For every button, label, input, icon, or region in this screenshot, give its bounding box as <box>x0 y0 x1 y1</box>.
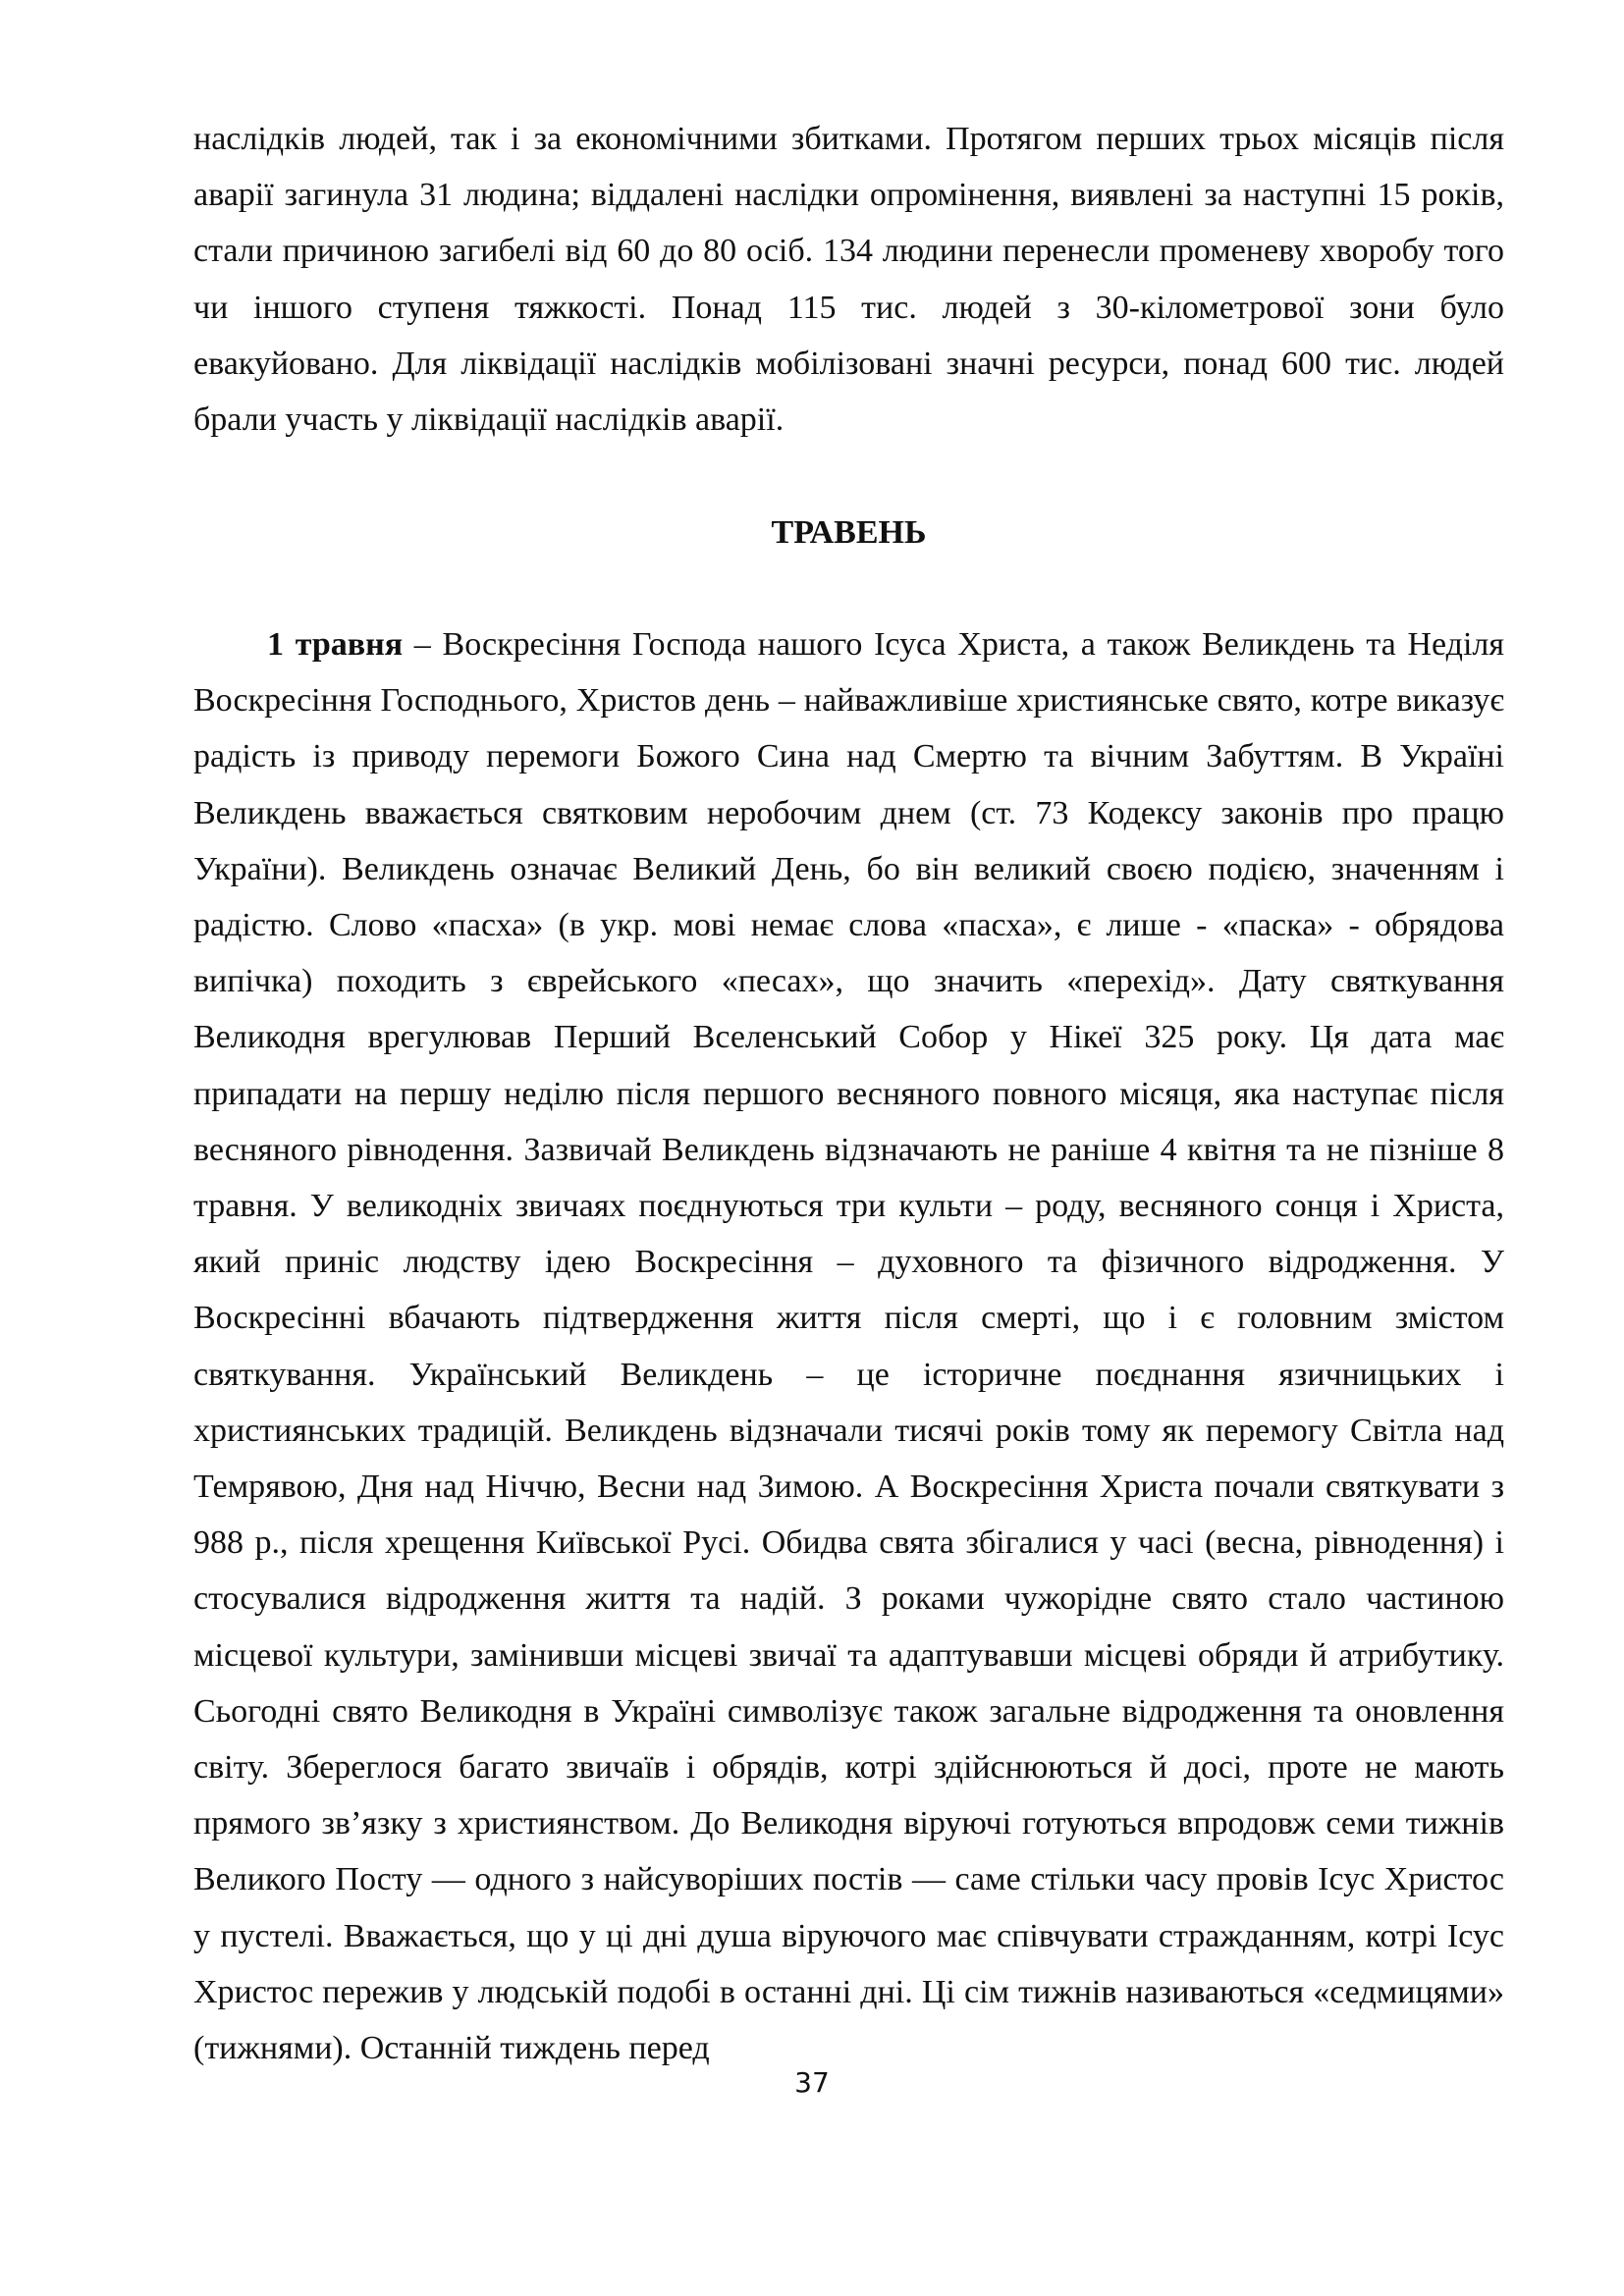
paragraph-continuation: наслідків людей, так і за економічними збитками. Протягом перших трьох місяців після аварії загинула 31 людина; віддалені наслідки опромінення, виявлені за наступні 15 років, стали причиною загибелі від 60 до 80 осіб. 134 людини перенесли променеву хворобу того чи іншого ступеня тяжкості. Понад 115 тис. людей з 30-кілометрової зони було евакуйовано. Для ліквідації наслідків мобілізовані значні ресурси, понад 600 тис. людей брали участь у ліквідації наслідків аварії. <box>193 121 1504 439</box>
section-heading: ТРАВЕНЬ <box>771 514 927 551</box>
date-lead: 1 травня <box>267 626 404 663</box>
page-number: 37 <box>794 2066 830 2099</box>
paragraph-body: – Воскресіння Господа нашого Ісуса Христа, а також Великдень та Неділя Воскресіння Господнього, Христов день – найважливіше християнське свято, котре виказує радість із приводу перемоги Божого Сина над Смертю та вічним Забуттям. В Україні Великдень вважається святковим неробочим днем (ст. 73 Кодексу законів про працю України). Великдень означає Великий День, бо він великий своєю подією, значенням і радістю. Слово «пасха» (в укр. мові немає слова «пасха», є лише - «паска» - обрядова випічка) походить з єврейського «песах», що значить «перехід». Дату святкування Великодня врегулював Перший Вселенський Собор у Нікеї 325 року. Ця дата має припадати на першу неділю після першого весняного повного місяця, яка наступає після весняного рівнодення. Зазвичай Великдень відзначають не раніше 4 квітня та не пізніше 8 травня. У великодніх звичаях поєднуються три культи – роду, весняного сонця і Христа, який приніс людству ідею Воскресіння – духовного та фізичного відродження. У Воскресінні вбачають підтвердження життя після смерті, що і є головним змістом святкування. Український Великдень – це історичне поєднання язичницьких і християнських традицій. Великдень відзначали тисячі років тому як перемогу Світла над Темрявою, Дня над Ніччю, Весни над Зимою. А Воскресіння Христа почали святкувати з 988 р., після хрещення Київської Русі. Обидва свята збігалися у часі (весна, рівнодення) і стосувалися відродження життя та надій. З роками чужорідне свято стало частиною місцевої культури, замінивши місцеві звичаї та адаптувавши місцеві обряди й атрибутику. Сьогодні свято Великодня в Україні символізує також загальне відродження та оновлення світу. Збереглося багато звичаїв і обрядів, котрі здійснюються й досі, проте не мають прямого зв’язку з християнством. До Великодня віруючі готуються впродовж семи тижнів Великого Посту — одного з найсуворіших постів — саме стільки часу провів Ісус Христос у пустелі. Вважається, що у ці дні душа віруючого має співчувати стражданням, котрі Ісус Христос пережив у людській подобі в останні дні. Ці сім тижнів називаються «седмицями» (тижнями). Останній тиждень перед <box>193 626 1504 2067</box>
paragraph-may-1 <box>193 616 1504 2076</box>
